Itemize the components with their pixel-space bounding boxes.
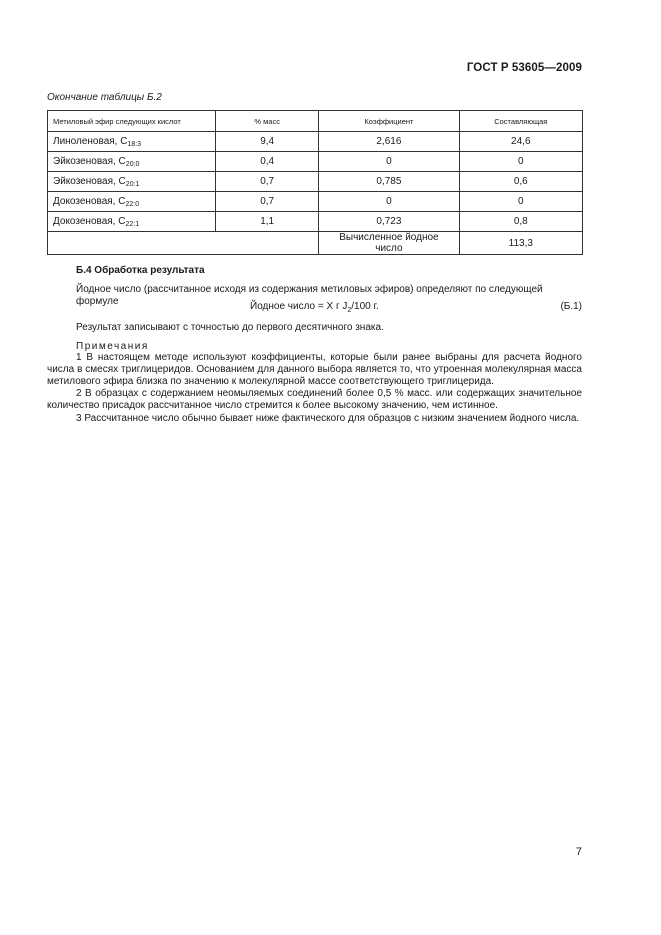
table-caption: Окончание таблицы Б.2 xyxy=(47,92,162,103)
coefficient-cell: 0 xyxy=(319,152,459,172)
table-row xyxy=(48,152,583,172)
ester-name-cell: Докозеновая, $C_{22:1}$ xyxy=(48,212,216,232)
table-header-row xyxy=(48,111,583,132)
component-cell: 0 xyxy=(459,192,582,212)
note-item: 3 Рассчитанное число обычно бывает ниже фактического для образцов с низким значением йодного числа. xyxy=(76,413,580,424)
column-header: Метиловый эфир следующих кислот xyxy=(48,111,216,132)
column-header: Составляющая xyxy=(459,111,582,132)
mass-cell: 0,7 xyxy=(216,172,319,192)
column-header: Коэффициент xyxy=(319,111,459,132)
section-paragraph: Йодное число (рассчитанное исходя из содержания метиловых эфиров) определяют по следующей формуле xyxy=(76,284,543,307)
ester-name-cell: Эйкозеновая, $C_{20:1}$ xyxy=(48,172,216,192)
table-row xyxy=(48,212,583,232)
mass-cell: 0,4 xyxy=(216,152,319,172)
mass-cell: 1,1 xyxy=(216,212,319,232)
coefficient-cell: 0,723 xyxy=(319,212,459,232)
mass-cell: 0,7 xyxy=(216,192,319,212)
coefficient-cell: 2,616 xyxy=(319,132,459,152)
table-row xyxy=(48,192,583,212)
page-number: 7 xyxy=(575,846,582,858)
table-total-row xyxy=(48,232,583,255)
total-value-cell: 113,3 xyxy=(459,232,582,255)
column-header: % масс xyxy=(216,111,319,132)
formula-number: (Б.1) xyxy=(560,301,582,312)
formula: Йодное число = X г $J_2/100$ г. xyxy=(250,301,379,314)
table-row xyxy=(48,172,583,192)
component-cell: 0,8 xyxy=(459,212,582,232)
component-cell: 0 xyxy=(459,152,582,172)
component-cell: 24,6 xyxy=(459,132,582,152)
component-cell: 0,6 xyxy=(459,172,582,192)
note-item: 2 В образцах с содержанием неомыляемых соединений более 0,5 % масс. или содержащих значительное количество присадок рассчитанное число стремится к более высокому значению, чем истинное. xyxy=(47,388,582,411)
ester-name-cell: Докозеновая, $C_{22:0}$ xyxy=(48,192,216,212)
ester-name-cell: Эйкозеновая, $C_{20:0}$ xyxy=(48,152,216,172)
fatty-acid-table xyxy=(47,110,583,255)
coefficient-cell: 0 xyxy=(319,192,459,212)
table-row xyxy=(48,132,583,152)
coefficient-cell: 0,785 xyxy=(319,172,459,192)
empty-cell xyxy=(48,232,319,255)
standard-designation: ГОСТ Р 53605—2009 xyxy=(466,62,582,74)
mass-cell: 9,4 xyxy=(216,132,319,152)
note-item: 1 В настоящем методе используют коэффициенты, которые были ранее выбраны для расчета йодного числа в смесях триглицеридов. Основанием для данного выбора является то, что утроенная молекулярная масса метилового эфира близка по значению к молекулярной массе соответствующего триглицерида. xyxy=(47,352,582,387)
section-heading: Б.4 Обработка результата xyxy=(76,265,205,276)
notes-title: Примечания xyxy=(76,341,149,352)
result-paragraph: Результат записывают с точностью до первого десятичного знака. xyxy=(76,322,384,333)
ester-name-cell: Линоленовая, $C_{18:3}$ xyxy=(48,132,216,152)
total-label-cell: Вычисленное йодное число xyxy=(319,232,459,255)
